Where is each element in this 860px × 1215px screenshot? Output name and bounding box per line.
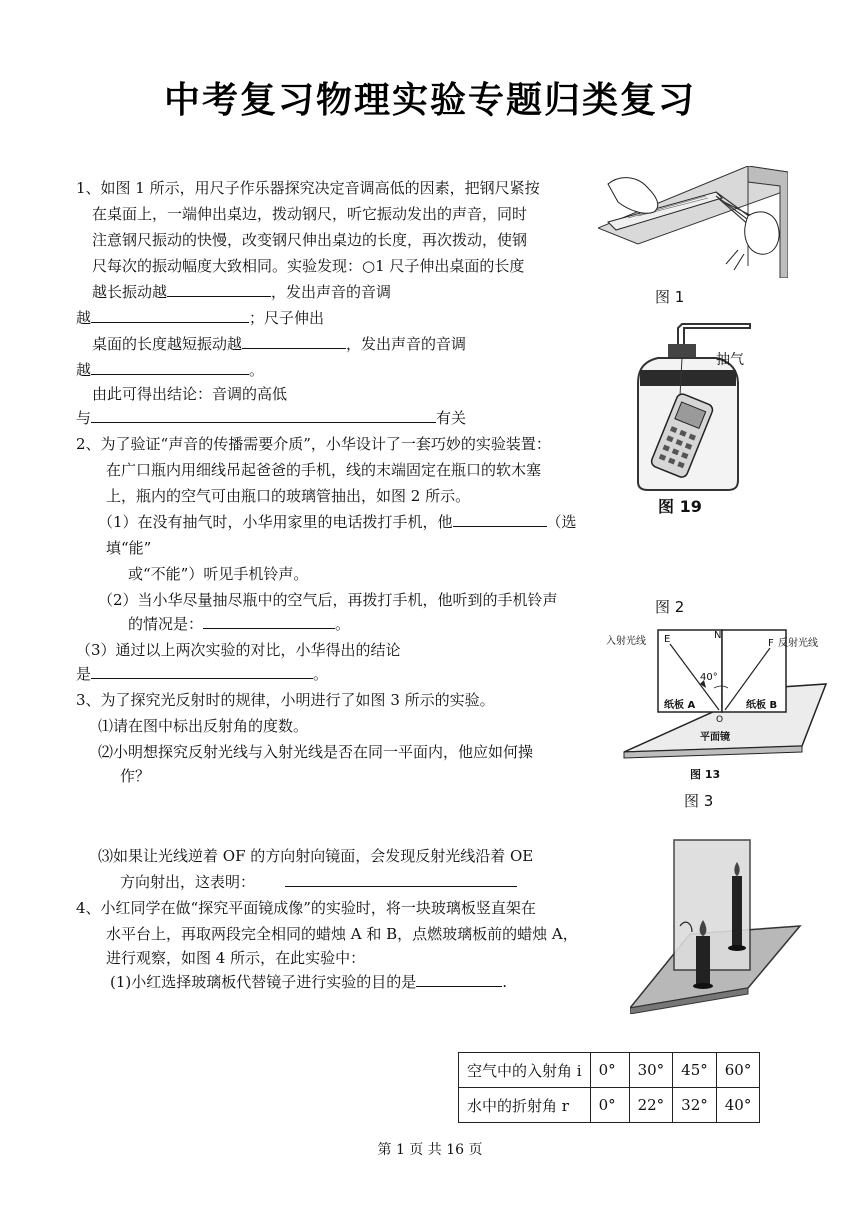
q2-line-5: 填“能”: [106, 539, 152, 557]
figure-1-caption: 图 1: [655, 288, 685, 306]
page-footer: 第 1 页 共 16 页: [377, 1142, 483, 1158]
q1-text: 越长振动越: [92, 283, 168, 301]
answer-blank[interactable]: [167, 280, 271, 297]
q3-line-2: ⑴请在图中标出反射角的度数。: [98, 717, 309, 735]
row-label: 空气中的入射角 i: [459, 1053, 591, 1088]
table-cell: 0°: [590, 1088, 629, 1123]
q2-line-3: 上，瓶内的空气可由瓶口的玻璃管抽出，如图 2 所示。: [106, 487, 471, 505]
q1-line-8: [76, 358, 264, 382]
q1-line-4: 尺每次的振动幅度大致相同。实验发现：○1 尺子伸出桌面的长度: [92, 257, 525, 275]
figure-2-caption: 图 2: [655, 598, 685, 616]
q2-line-1: 2、为了验证“声音的传播需要介质”，小华设计了一套巧妙的实验装置：: [76, 435, 551, 453]
q4-text: (1)小红选择玻璃板代替镜子进行实验的目的是: [110, 973, 417, 991]
figure-3-incident-label: 入射光线: [606, 636, 646, 647]
figure-4-candles: [630, 836, 802, 1014]
figure-3-reflection: [606, 622, 832, 780]
figure-3-board-b: 纸板 B: [746, 700, 778, 711]
figure-3-point-f: F: [768, 638, 774, 649]
q1-line-6: [76, 306, 324, 330]
q1-text: ；尺子伸出: [249, 309, 325, 327]
q2-text: 的情况是：: [128, 615, 204, 633]
answer-blank[interactable]: [203, 612, 335, 629]
q1-line-3: 注意钢尺振动的快慢，改变钢尺伸出桌边的长度，再次拨动，使钢: [92, 231, 528, 249]
q2-text: 。: [335, 615, 351, 633]
figure-3-angle-label: 40°: [700, 672, 718, 683]
figure-19-label: 图 19: [658, 497, 702, 516]
figure-2-bottle: [632, 318, 768, 520]
q1-text: ，发出声音的音调: [346, 335, 467, 353]
answer-blank[interactable]: [242, 332, 346, 349]
figure-13-label: 图 13: [690, 768, 721, 780]
q3-line-6: [120, 870, 517, 894]
q4-text: .: [502, 973, 508, 991]
q2-text: 。: [313, 665, 329, 683]
q2-line-10: [76, 662, 328, 686]
answer-blank[interactable]: [91, 662, 313, 679]
q3-line-1: 3、为了探究光反射时的规律，小明进行了如图 3 所示的实验。: [76, 691, 495, 709]
figure-3-board-a: 纸板 A: [664, 700, 696, 711]
q1-line-2: 在桌面上，一端伸出桌边，拨动钢尺，听它振动发出的声音，同时: [92, 205, 528, 223]
table-row: [459, 1088, 760, 1123]
row-label: 水中的折射角 r: [459, 1088, 591, 1123]
figure-1-ruler: [598, 166, 788, 278]
q2-line-2: 在广口瓶内用细线吊起爸爸的手机，线的末端固定在瓶口的软木塞: [106, 461, 542, 479]
q1-text: ，发出声音的音调: [271, 283, 392, 301]
q3-line-4: 作？: [120, 767, 151, 785]
answer-blank[interactable]: [285, 870, 517, 887]
figure-2-pump-label: 抽气: [716, 352, 744, 368]
table-cell: 32°: [673, 1088, 717, 1123]
table-cell: 40°: [716, 1088, 760, 1123]
q2-text: （选: [546, 513, 577, 531]
figure-3-point-o: O: [716, 715, 724, 725]
q2-line-7: （2）当小华尽量抽尽瓶中的空气后，再拨打手机，他听到的手机铃声: [98, 591, 558, 609]
q3-text: 方向射出，这表明：: [120, 873, 256, 891]
q4-line-2: 水平台上，再取两段完全相同的蜡烛 A 和 B，点燃玻璃板前的蜡烛 A，: [106, 925, 578, 943]
figure-3-caption: 图 3: [684, 792, 714, 810]
q1-line-9: 由此可得出结论：音调的高低: [92, 385, 288, 403]
q1-line-1: 1、如图 1 所示，用尺子作乐器探究决定音调高低的因素，把钢尺紧按: [76, 179, 540, 197]
table-cell: 60°: [716, 1053, 760, 1088]
q1-text: 有关: [436, 409, 467, 427]
q1-text: 桌面的长度越短振动越: [92, 335, 243, 353]
q2-text: 是: [76, 665, 92, 683]
q1-line-7: [92, 332, 466, 356]
angle-data-table: [458, 1052, 760, 1123]
answer-blank[interactable]: [416, 970, 502, 987]
figure-3-mirror-label: 平面镜: [700, 732, 730, 743]
answer-blank[interactable]: [453, 510, 547, 527]
q4-line-4: [110, 970, 507, 994]
table-row: [459, 1053, 760, 1088]
q1-text: 。: [249, 361, 265, 379]
figure-3-point-e: E: [664, 634, 671, 645]
q4-line-3: 进行观察，如图 4 所示，在此实验中：: [106, 949, 366, 967]
q1-line-10: [76, 406, 466, 430]
table-cell: 22°: [629, 1088, 673, 1123]
figure-3-reflected-label: 反射光线: [778, 638, 818, 649]
q2-line-9: （3）通过以上两次实验的对比，小华得出的结论: [76, 641, 401, 659]
q2-line-6: 或“不能”）听见手机铃声。: [128, 565, 309, 583]
q1-text: 与: [76, 409, 92, 427]
table-cell: 0°: [590, 1053, 629, 1088]
answer-blank[interactable]: [91, 306, 249, 323]
table-cell: 45°: [673, 1053, 717, 1088]
q1-text: 越: [76, 361, 92, 379]
q2-line-4: [98, 510, 577, 534]
answer-blank[interactable]: [91, 358, 249, 375]
q1-line-5: [92, 280, 391, 304]
q2-line-8: [128, 612, 350, 636]
q2-text: （1）在没有抽气时，小华用家里的电话拨打手机，他: [98, 513, 453, 531]
q4-line-1: 4、小红同学在做“探究平面镜成像”的实验时，将一块玻璃板竖直架在: [76, 899, 536, 917]
table-cell: 30°: [629, 1053, 673, 1088]
figure-3-point-n: N: [714, 630, 722, 641]
page-title: 中考复习物理实验专题归类复习: [163, 80, 696, 121]
q3-line-3: ⑵小明想探究反射光线与入射光线是否在同一平面内，他应如何操: [98, 743, 534, 761]
q1-text: 越: [76, 309, 92, 327]
answer-blank[interactable]: [91, 406, 436, 423]
q3-line-5: ⑶如果让光线逆着 OF 的方向射向镜面，会发现反射光线沿着 OE: [98, 847, 534, 865]
